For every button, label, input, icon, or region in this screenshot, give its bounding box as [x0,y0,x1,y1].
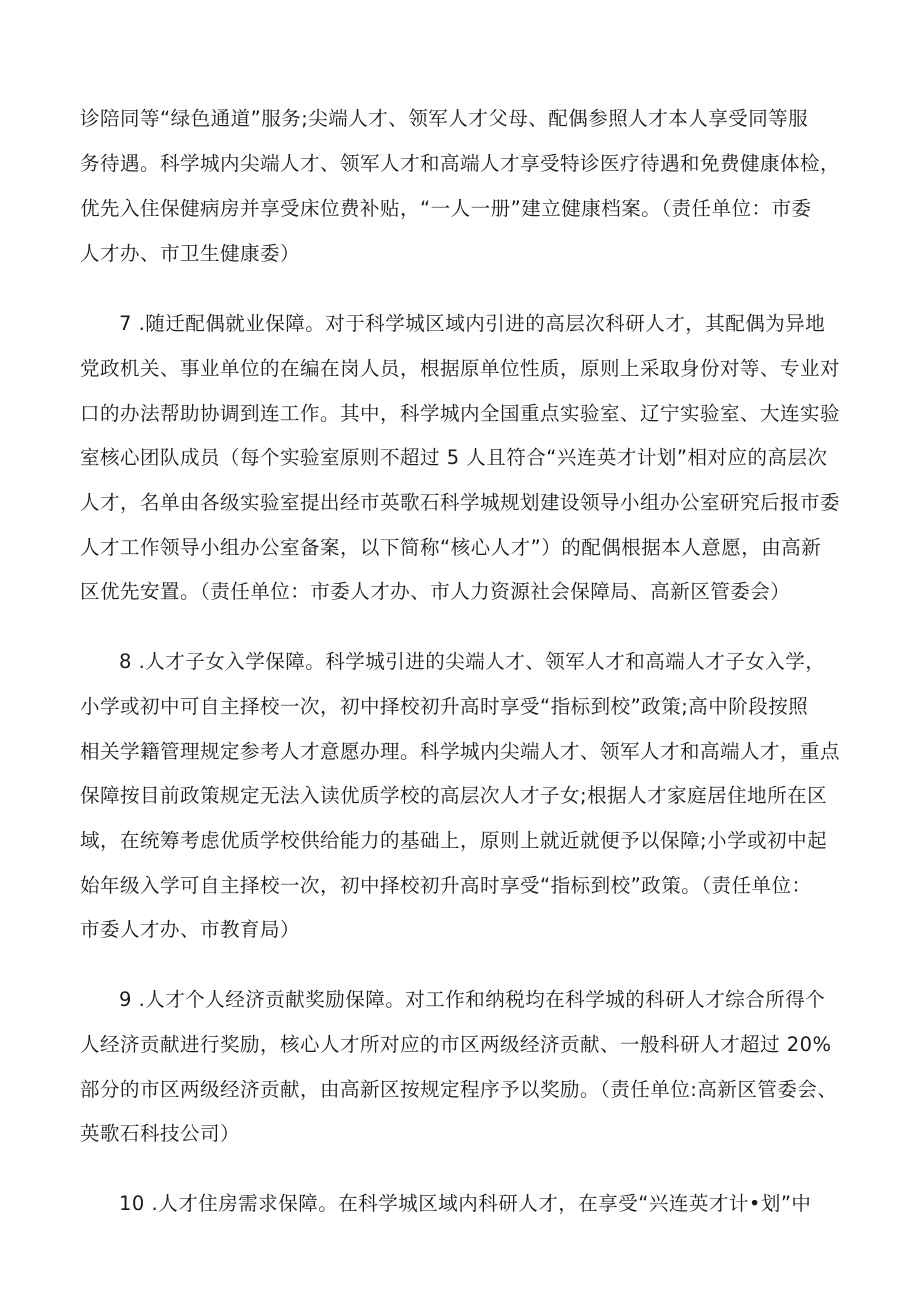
text-line: 始年级入学可自主择校一次，初中择校初升高时享受“指标到校”政策。（责任单位： [80,874,812,897]
text-line: 党政机关、事业单位的在编在岗人员，根据原单位性质，原则上采取身份对等、专业对 [80,357,841,380]
text-line: 10 .人才住房需求保障。在科学城区域内科研人才，在享受“兴连英才计•划”中 [119,1192,812,1215]
text-line: 优先入住保健病房并享受床位费补贴，“一人一册”建立健康档案。（责任单位：市委 [80,197,812,220]
text-line: 诊陪同等“绿色通道”服务;尖端人才、领军人才父母、配偶参照人才本人享受同等服 [80,107,809,130]
text-line: 部分的市区两级经济贡献，由高新区按规定程序予以奖励。（责任单位:高新区管委会、 [80,1078,838,1101]
text-line: 域，在统筹考虑优质学校供给能力的基础上，原则上就近就便予以保障;小学或初中起 [80,829,828,852]
text-line: 人经济贡献进行奖励，核心人才所对应的市区两级经济贡献、一般科研人才超过 20% [80,1033,832,1056]
text-line: 区优先安置。（责任单位：市委人才办、市人力资源社会保障局、高新区管委会） [80,580,791,603]
text-line: 英歌石科技公司） [80,1122,241,1145]
text-line: 相关学籍管理规定参考人才意愿办理。科学城内尖端人才、领军人才和高端人才，重点 [80,740,841,763]
text-line: 室核心团队成员（每个实验室原则不超过 5 人且符合“兴连英才计划”相对应的高层次 [80,446,828,469]
text-line: 人才办、市卫生健康委） [80,242,301,265]
text-line: 人才，名单由各级实验室提出经市英歌石科学城规划建设领导小组办公室研究后报市委 [80,491,841,514]
text-line: 9 .人才个人经济贡献奖励保障。对工作和纳税均在科学城的科研人才综合所得个 [119,988,826,1011]
text-line: 市委人才办、市教育局） [80,918,301,941]
text-line: 8 .人才子女入学保障。科学城引进的尖端人才、领军人才和高端人才子女入学， [119,650,826,673]
text-line: 保障按目前政策规定无法入读优质学校的高层次人才子女;根据人才家庭居住地所在区 [80,784,828,807]
text-line: 务待遇。科学城内尖端人才、领军人才和高端人才享受特诊医疗待遇和免费健康体检， [80,152,841,175]
text-line: 7 .随迁配偶就业保障。对于科学城区域内引进的高层次科研人才，其配偶为异地 [119,312,826,335]
text-line: 口的办法帮助协调到连工作。其中，科学城内全国重点实验室、辽宁实验室、大连实验 [80,402,841,425]
text-line: 小学或初中可自主择校一次，初中择校初升高时享受“指标到校”政策;高中阶段按照 [80,695,809,718]
text-line: 人才工作领导小组办公室备案，以下简称“核心人才”）的配偶根据本人意愿，由高新 [80,536,822,559]
